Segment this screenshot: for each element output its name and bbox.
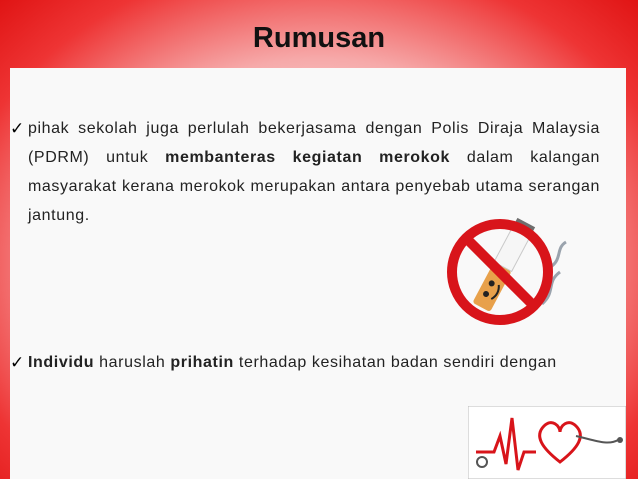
content-panel: [10, 68, 626, 479]
bullet-text-1: pihak sekolah juga perlulah bekerjasama dengan Polis Diraja Malaysia (PDRM) untuk membanteras kegiatan merokok dalam kalangan masyarakat kerana merokok merupakan antara penyebab utama serangan jantung.: [28, 120, 600, 224]
highlight-text: membanteras kegiatan merokok: [165, 149, 451, 166]
bullet-item-2: [10, 348, 600, 377]
heartbeat-stethoscope-icon: [468, 406, 626, 479]
no-smoking-icon: [438, 208, 578, 333]
highlight-text: prihatin: [170, 354, 234, 371]
slide-title: Rumusan: [252, 22, 386, 54]
checkmark-icon: ✓: [10, 119, 25, 138]
checkmark-icon: ✓: [10, 353, 25, 372]
bullet-text-2: Individu haruslah prihatin terhadap kesihatan badan sendiri dengan: [28, 354, 557, 371]
highlight-text: Individu: [28, 354, 95, 371]
